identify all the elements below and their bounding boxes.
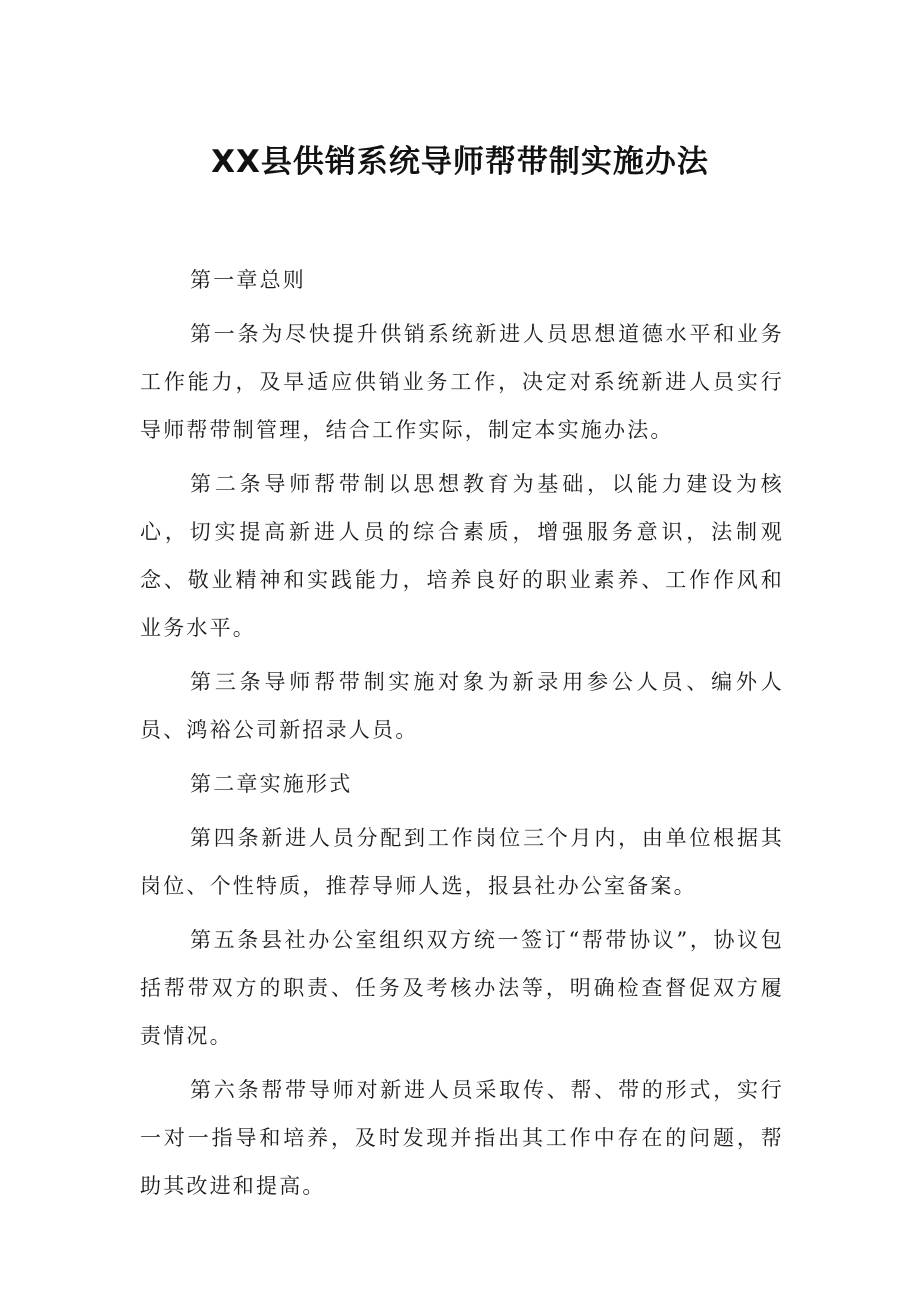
article-5: 第五条县社办公室组织双方统一签订“帮带协议”，协议包括帮带双方的职责、任务及考核办法等，明确检查督促双方履责情况。 bbox=[140, 928, 784, 1048]
document-body bbox=[140, 256, 784, 1216]
article-1: 第一条为尽快提升供销系统新进人员思想道德水平和业务工作能力，及早适应供销业务工作，决定对系统新进人员实行导师帮带制管理，结合工作实际，制定本实施办法。 bbox=[140, 322, 784, 442]
article-2: 第二条导师帮带制以思想教育为基础，以能力建设为核心，切实提高新进人员的综合素质，增强服务意识，法制观念、敬业精神和实践能力，培养良好的职业素养、工作作风和业务水平。 bbox=[140, 472, 784, 640]
article-3: 第三条导师帮带制实施对象为新录用参公人员、编外人员、鸿裕公司新招录人员。 bbox=[140, 670, 784, 742]
document-title: XX县供销系统导师帮带制实施办法 bbox=[211, 144, 709, 180]
article-6: 第六条帮带导师对新进人员采取传、帮、带的形式，实行一对一指导和培养，及时发现并指出其工作中存在的问题，帮助其改进和提高。 bbox=[140, 1078, 784, 1198]
article-4: 第四条新进人员分配到工作岗位三个月内，由单位根据其岗位、个性特质，推荐导师人选，报县社办公室备案。 bbox=[140, 826, 784, 898]
chapter-2-heading: 第二章实施形式 bbox=[190, 772, 353, 796]
chapter-1-heading: 第一章总则 bbox=[190, 268, 306, 292]
